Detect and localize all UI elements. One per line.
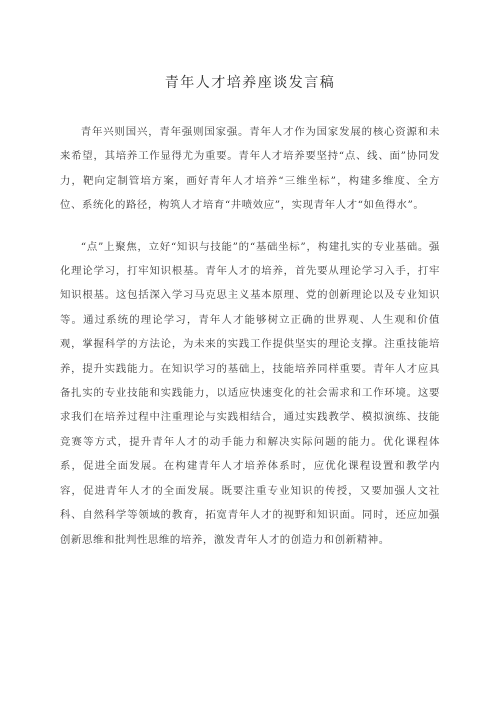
- document-title: 青年人才培养座谈发言稿: [164, 75, 336, 91]
- paragraph-point-focus: “点”上聚焦，立好“知识与技能”的“基础坐标”，构建扎实的专业基础。强化理论学习，打牢知识根基。青年人才的培养，首先要从理论学习入手，打牢知识根基。这包括深入学习马克思主义基本原理、党的创新理论以及专业知识等。通过系统的理论学习，青年人才能够树立正确的世界观、人生观和价值观，掌握科学的方法论，为未来的实践工作提供坚实的理论支撑。注重技能培养，提升实践能力。在知识学习的基础上，技能培养同样重要。青年人才应具备扎实的专业技能和实践能力，以适应快速变化的社会需求和工作环境。这要求我们在培养过程中注重理论与实践相结合，通过实践教学、模拟演练、技能竞赛等方式，提升青年人才的动手能力和解决实际问题的能力。优化课程体系，促进全面发展。在构建青年人才培养体系时，应优化课程设置和教学内容，促进青年人才的全面发展。既要注重专业知识的传授，又要加强人文社科、自然科学等领域的教育，拓宽青年人才的视野和知识面。同时，还应加强创新思维和批判性思维的培养，激发青年人才的创造力和创新精神。: [60, 240, 440, 546]
- paragraph-intro: 青年兴则国兴，青年强则国家强。青年人才作为国家发展的核心资源和未来希望，其培养工作显得尤为重要。青年人才培养要坚持“点、线、面”协同发力，靶向定制管培方案，画好青年人才培养“三维坐标”，构建多维度、全方位、系统化的路径，构筑人才培育“井喷效应”，实现青年人才“如鱼得水”。: [60, 126, 440, 212]
